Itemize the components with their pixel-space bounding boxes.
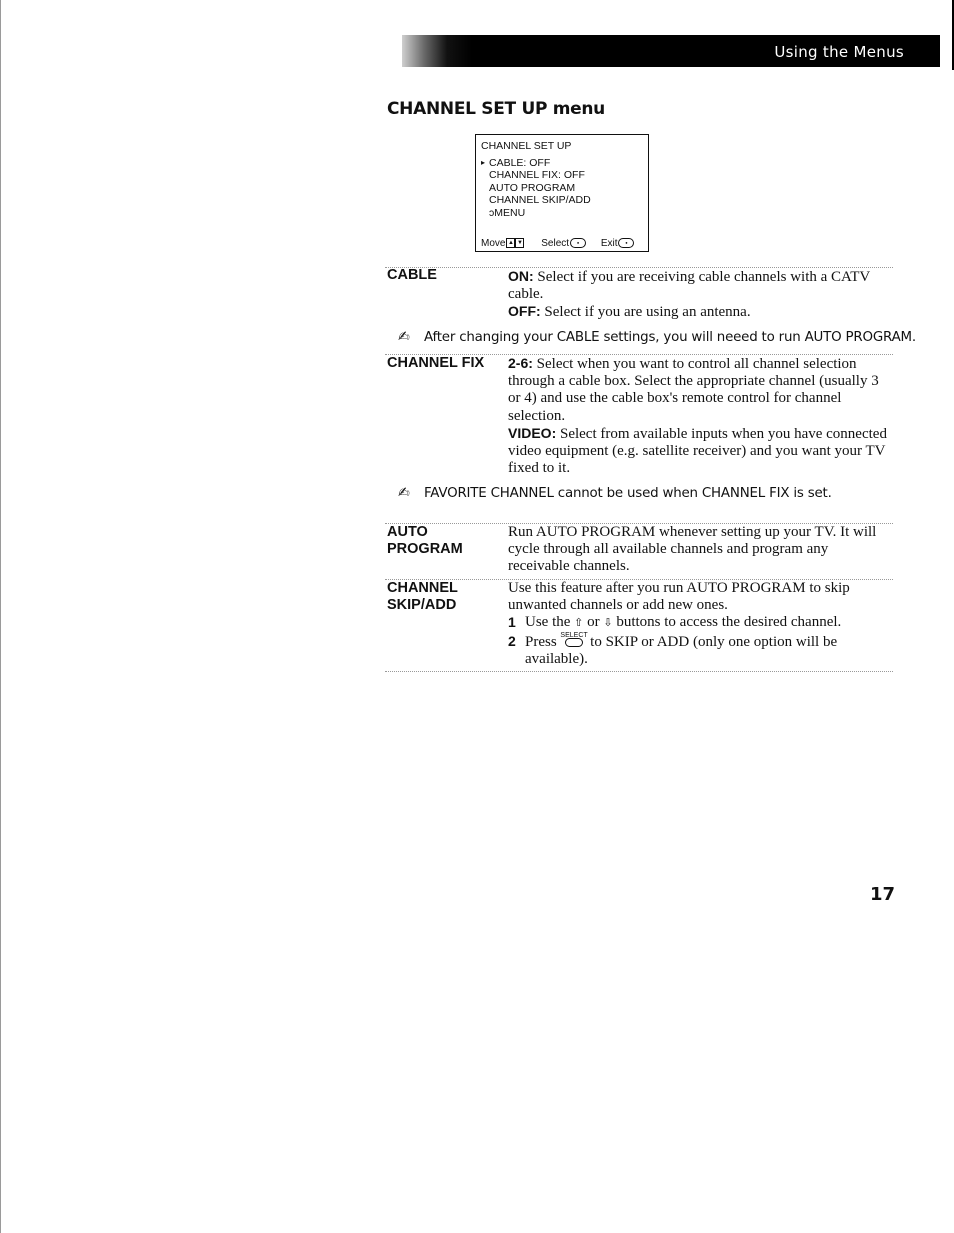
term-line: PROGRAM — [387, 541, 463, 557]
term-cable: CABLE — [387, 267, 437, 283]
page-left-edge — [0, 0, 1, 1233]
osd-item-menu: ↄMENU — [489, 206, 526, 219]
term-line: SKIP/ADD — [387, 597, 457, 613]
menu-key-icon: ● — [618, 238, 634, 248]
step-text: Press — [525, 633, 557, 650]
osd-footer — [481, 238, 634, 250]
step-text: buttons to access the desired channel. — [616, 614, 842, 631]
osd-title: CHANNEL SET UP — [481, 140, 572, 152]
note-cable — [398, 329, 916, 345]
term-auto-program — [387, 524, 463, 558]
osd-menu-screen — [475, 134, 649, 252]
divider — [385, 671, 893, 672]
osd-menu-list — [481, 157, 591, 219]
down-arrow-icon: ⇩ — [603, 617, 613, 630]
note-channel-fix — [398, 485, 832, 501]
up-arrow-icon: ⇧ — [574, 617, 584, 630]
step-number: 2 — [508, 632, 516, 649]
pointer-icon: ▸ — [481, 158, 486, 167]
term-line: CHANNEL — [387, 580, 458, 596]
step-2 — [508, 633, 893, 668]
osd-item-channel-skip-add: CHANNEL SKIP/ADD — [489, 194, 591, 207]
select-button-icon — [560, 633, 586, 647]
skip-intro: Use this feature after you run AUTO PROGRAM to skip unwanted channels or add new ones. — [508, 580, 850, 614]
range-label: 2-6: — [508, 355, 533, 371]
range-text: Select when you want to control all channel selection through a cable box. Select the appropriate channel (usually 3 or 4) and use the cable box's remote control for channel selection. — [508, 356, 879, 424]
note-pencil-icon: ✍ — [398, 485, 410, 501]
select-key-label: SELECT — [560, 631, 588, 639]
desc-channel-fix — [508, 355, 893, 477]
move-key-icon: ▲ — [507, 240, 514, 247]
step-text: or — [587, 614, 600, 631]
move-label: Move — [481, 238, 506, 249]
select-key-icon: ● — [570, 238, 586, 248]
term-line: AUTO — [387, 524, 428, 540]
osd-item-auto-program: AUTO PROGRAM — [489, 181, 576, 194]
video-text: Select from available inputs when you have connected video equipment (e.g. satellite receiver) and you want your TV fixed to it. — [508, 425, 887, 477]
off-text: Select if you are using an antenna. — [544, 304, 751, 321]
page-title: CHANNEL SET UP menu — [387, 99, 605, 119]
step-text: Use the — [525, 614, 571, 631]
video-label: VIDEO: — [508, 424, 557, 441]
section-title: Using the Menus — [774, 43, 904, 61]
note-text: FAVORITE CHANNEL cannot be used when CHANNEL FIX is set. — [424, 486, 832, 501]
osd-item-cable — [481, 157, 591, 169]
term-channel-fix: CHANNEL FIX — [387, 355, 485, 371]
note-pencil-icon: ✍ — [398, 329, 410, 345]
desc-auto-program: Run AUTO PROGRAM whenever setting up your TV. It will cycle through all available channels and program any receivable channels. — [508, 524, 877, 575]
select-label: Select — [541, 238, 570, 249]
on-label: ON: — [508, 268, 534, 284]
osd-item-label: CABLE: OFF — [489, 157, 551, 169]
note-text: After changing your CABLE settings, you will neeed to run AUTO PROGRAM. — [424, 330, 916, 345]
on-text: Select if you are receiving cable channels with a CATV cable. — [508, 269, 870, 303]
off-label: OFF: — [508, 303, 541, 320]
page-number: 17 — [870, 884, 896, 905]
step-text: to SKIP or ADD (only one option will be available). — [525, 633, 838, 667]
step-number: 1 — [508, 614, 516, 631]
exit-label: Exit — [600, 238, 618, 249]
desc-channel-skip-add — [508, 580, 893, 668]
term-channel-skip-add — [387, 580, 458, 614]
osd-item-channel-fix: CHANNEL FIX: OFF — [489, 169, 585, 182]
move-key-icon: ▼ — [516, 240, 523, 247]
desc-cable — [508, 268, 893, 322]
